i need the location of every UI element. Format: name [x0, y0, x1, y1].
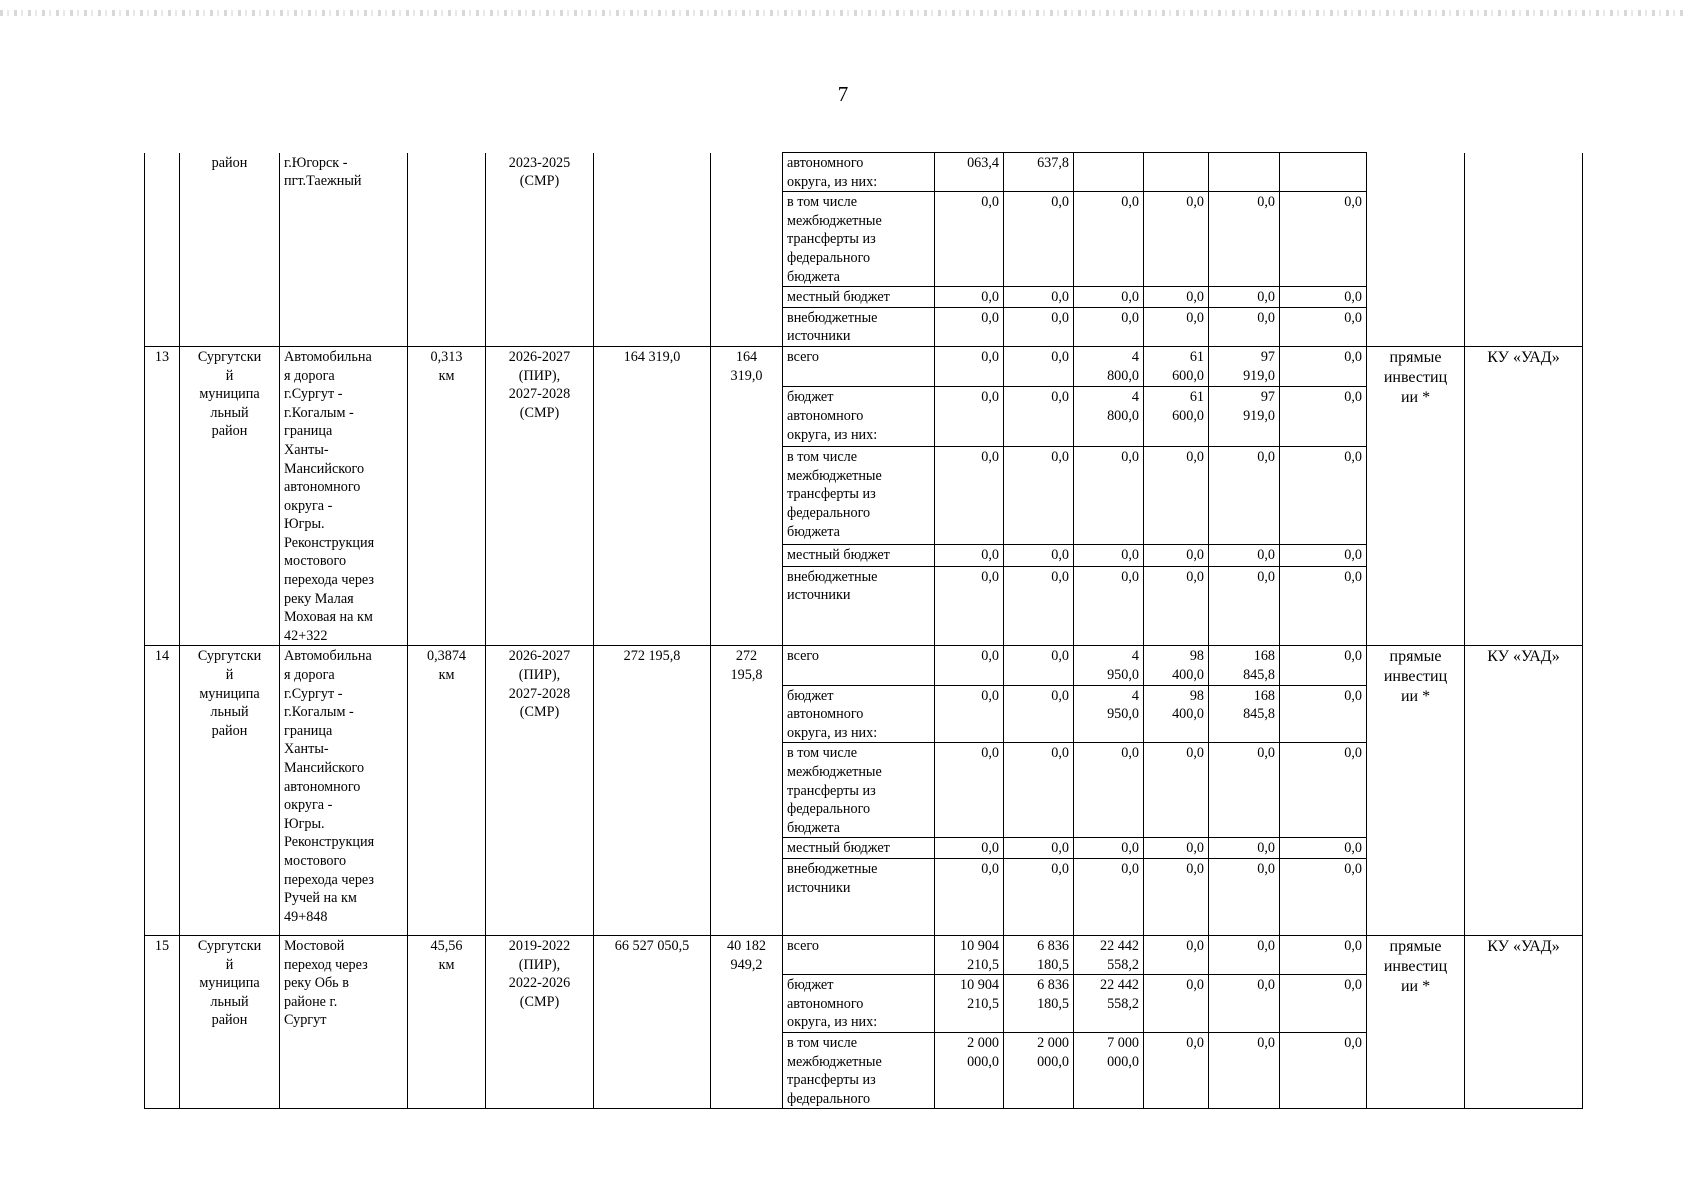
funding-value: 0,0 — [1144, 287, 1209, 308]
funding-value: 0,0 — [1144, 935, 1209, 974]
funding-value: 0,0 — [1209, 858, 1280, 935]
funding-value: 0,0 — [1280, 545, 1367, 566]
period: 2026-2027 (ПИР), 2027-2028 (СМР) — [486, 346, 594, 646]
funding-value: 0,0 — [1074, 192, 1144, 287]
funding-value: 0,0 — [1280, 287, 1367, 308]
funding-value: 0,0 — [1144, 566, 1209, 646]
funding-value: 0,0 — [1209, 975, 1280, 1033]
funding-value: 97 919,0 — [1209, 346, 1280, 387]
funding-value — [1144, 153, 1209, 192]
funding-value: 0,0 — [935, 838, 1004, 859]
funding-value: 0,0 — [1074, 545, 1144, 566]
funding-value: 0,0 — [1144, 838, 1209, 859]
funding-value: 0,0 — [935, 566, 1004, 646]
funding-value: 4 800,0 — [1074, 387, 1144, 447]
funding-value: 168 845,8 — [1209, 646, 1280, 685]
funding-value — [1209, 153, 1280, 192]
customer: КУ «УАД» — [1465, 346, 1583, 646]
funding-value: 0,0 — [1144, 192, 1209, 287]
funding-value: 98 400,0 — [1144, 646, 1209, 685]
funding-value: 10 904 210,5 — [935, 935, 1004, 974]
funding-value: 0,0 — [935, 685, 1004, 743]
mechanism: прямые инвестиц ии * — [1367, 935, 1465, 1108]
funding-value: 0,0 — [935, 387, 1004, 447]
funding-value: 0,0 — [1209, 307, 1280, 346]
funding-value: 0,0 — [1280, 566, 1367, 646]
remaining-cost: 40 182 949,2 — [711, 935, 783, 1108]
row-number — [145, 153, 180, 347]
funding-value: 97 919,0 — [1209, 387, 1280, 447]
period: 2023-2025 (СМР) — [486, 153, 594, 347]
funding-value: 0,0 — [935, 743, 1004, 838]
funding-value: 0,0 — [1004, 858, 1074, 935]
mechanism: прямые инвестиц ии * — [1367, 646, 1465, 936]
funding-value: 0,0 — [1209, 838, 1280, 859]
funding-value: 0,0 — [1209, 1032, 1280, 1108]
funding-value: 0,0 — [1004, 838, 1074, 859]
funding-value: 063,4 — [935, 153, 1004, 192]
funding-value — [1280, 153, 1367, 192]
funding-source: внебюджетные источники — [783, 307, 935, 346]
customer: КУ «УАД» — [1465, 935, 1583, 1108]
funding-value: 0,0 — [935, 646, 1004, 685]
object-name: Автомобильна я дорога г.Сургут - г.Когалым - граница Ханты- Мансийского автономного округа - Югры. Реконструкция мостового перехода через Ручей на км 49+848 — [280, 646, 408, 936]
funding-value: 0,0 — [935, 545, 1004, 566]
funding-value: 637,8 — [1004, 153, 1074, 192]
funding-value: 0,0 — [1280, 858, 1367, 935]
funding-value: 2 000 000,0 — [935, 1032, 1004, 1108]
funding-value: 0,0 — [1144, 858, 1209, 935]
funding-value: 0,0 — [1209, 545, 1280, 566]
capacity — [408, 153, 486, 347]
funding-source: местный бюджет — [783, 545, 935, 566]
page-number: 7 — [837, 82, 849, 106]
funding-value — [1074, 153, 1144, 192]
funding-value: 0,0 — [1280, 743, 1367, 838]
funding-value: 0,0 — [1280, 387, 1367, 447]
funding-source: местный бюджет — [783, 287, 935, 308]
funding-value: 6 836 180,5 — [1004, 935, 1074, 974]
funding-row — [145, 646, 1583, 685]
funding-source: в том числе межбюджетные трансферты из федерального бюджета — [783, 447, 935, 545]
investment-objects-table — [144, 152, 1583, 1109]
funding-value: 0,0 — [935, 307, 1004, 346]
funding-value: 22 442 558,2 — [1074, 935, 1144, 974]
funding-value: 22 442 558,2 — [1074, 975, 1144, 1033]
funding-value: 0,0 — [1144, 975, 1209, 1033]
funding-source: автономного округа, из них: — [783, 153, 935, 192]
funding-value: 0,0 — [1209, 566, 1280, 646]
remaining-cost — [711, 153, 783, 347]
funding-value: 0,0 — [1004, 287, 1074, 308]
funding-value: 0,0 — [1209, 743, 1280, 838]
mechanism: прямые инвестиц ии * — [1367, 346, 1465, 646]
funding-value: 10 904 210,5 — [935, 975, 1004, 1033]
funding-value: 0,0 — [1004, 447, 1074, 545]
funding-source: всего — [783, 646, 935, 685]
funding-value: 0,0 — [1280, 646, 1367, 685]
object-name: Автомобильна я дорога г.Сургут - г.Когалым - граница Ханты- Мансийского автономного округа - Югры. Реконструкция мостового перехода через реку Малая Моховая на км 42+322 — [280, 346, 408, 646]
object-name: г.Югорск - пгт.Таежный — [280, 153, 408, 347]
funding-value: 61 600,0 — [1144, 346, 1209, 387]
funding-value: 0,0 — [1280, 935, 1367, 974]
funding-value: 0,0 — [1280, 307, 1367, 346]
funding-row — [145, 935, 1583, 974]
funding-source: в том числе межбюджетные трансферты из федерального бюджета — [783, 192, 935, 287]
municipality: Сургутски й муниципа льный район — [180, 646, 280, 936]
funding-value: 0,0 — [1004, 545, 1074, 566]
funding-source: внебюджетные источники — [783, 566, 935, 646]
municipality: Сургутски й муниципа льный район — [180, 935, 280, 1108]
funding-value: 0,0 — [1209, 447, 1280, 545]
funding-value: 0,0 — [1074, 743, 1144, 838]
funding-value: 0,0 — [1280, 838, 1367, 859]
funding-source: в том числе межбюджетные трансферты из федерального бюджета — [783, 743, 935, 838]
funding-source: в том числе межбюджетные трансферты из федерального — [783, 1032, 935, 1108]
customer — [1465, 153, 1583, 347]
funding-value: 168 845,8 — [1209, 685, 1280, 743]
funding-value: 98 400,0 — [1144, 685, 1209, 743]
capacity: 0,3874 км — [408, 646, 486, 936]
funding-source: бюджет автономного округа, из них: — [783, 387, 935, 447]
funding-value: 0,0 — [1004, 307, 1074, 346]
funding-value: 0,0 — [1144, 545, 1209, 566]
funding-source: местный бюджет — [783, 838, 935, 859]
funding-value: 0,0 — [1074, 447, 1144, 545]
funding-value: 6 836 180,5 — [1004, 975, 1074, 1033]
municipality: Сургутски й муниципа льный район — [180, 346, 280, 646]
funding-value: 0,0 — [1004, 192, 1074, 287]
funding-value: 0,0 — [1074, 566, 1144, 646]
funding-value: 0,0 — [1144, 743, 1209, 838]
funding-value: 0,0 — [1144, 1032, 1209, 1108]
period: 2019-2022 (ПИР), 2022-2026 (СМР) — [486, 935, 594, 1108]
funding-value: 0,0 — [1004, 566, 1074, 646]
funding-value: 0,0 — [1280, 1032, 1367, 1108]
funding-value: 0,0 — [1004, 685, 1074, 743]
estimated-cost: 66 527 050,5 — [594, 935, 711, 1108]
customer: КУ «УАД» — [1465, 646, 1583, 936]
funding-value: 0,0 — [1280, 447, 1367, 545]
estimated-cost: 272 195,8 — [594, 646, 711, 936]
row-number: 13 — [145, 346, 180, 646]
object-name: Мостовой переход через реку Обь в районе г. Сургут — [280, 935, 408, 1108]
funding-value: 0,0 — [1004, 346, 1074, 387]
funding-value: 4 950,0 — [1074, 685, 1144, 743]
funding-value: 0,0 — [1209, 935, 1280, 974]
remaining-cost: 272 195,8 — [711, 646, 783, 936]
funding-value: 0,0 — [935, 192, 1004, 287]
municipality: район — [180, 153, 280, 347]
funding-source: бюджет автономного округа, из них: — [783, 685, 935, 743]
funding-row — [145, 153, 1583, 192]
funding-value: 0,0 — [1209, 287, 1280, 308]
funding-value: 0,0 — [1280, 685, 1367, 743]
funding-value: 0,0 — [1280, 975, 1367, 1033]
funding-value: 0,0 — [1004, 387, 1074, 447]
funding-value: 0,0 — [1074, 307, 1144, 346]
mechanism — [1367, 153, 1465, 347]
funding-value: 0,0 — [935, 447, 1004, 545]
remaining-cost: 164 319,0 — [711, 346, 783, 646]
funding-value: 0,0 — [1074, 287, 1144, 308]
funding-value: 0,0 — [1280, 346, 1367, 387]
funding-value: 0,0 — [935, 858, 1004, 935]
funding-value: 0,0 — [1074, 838, 1144, 859]
funding-value: 0,0 — [935, 346, 1004, 387]
funding-value: 0,0 — [1144, 307, 1209, 346]
funding-value: 0,0 — [935, 287, 1004, 308]
funding-source: бюджет автономного округа, из них: — [783, 975, 935, 1033]
funding-value: 2 000 000,0 — [1004, 1032, 1074, 1108]
funding-value: 4 950,0 — [1074, 646, 1144, 685]
funding-value: 0,0 — [1209, 192, 1280, 287]
funding-source: внебюджетные источники — [783, 858, 935, 935]
period: 2026-2027 (ПИР), 2027-2028 (СМР) — [486, 646, 594, 936]
capacity: 0,313 км — [408, 346, 486, 646]
funding-value: 0,0 — [1004, 646, 1074, 685]
funding-row — [145, 346, 1583, 387]
row-number: 14 — [145, 646, 180, 936]
row-number: 15 — [145, 935, 180, 1108]
funding-source: всего — [783, 935, 935, 974]
funding-source: всего — [783, 346, 935, 387]
funding-value: 7 000 000,0 — [1074, 1032, 1144, 1108]
funding-value: 0,0 — [1074, 858, 1144, 935]
scan-edge-artifact — [0, 10, 1686, 16]
estimated-cost: 164 319,0 — [594, 346, 711, 646]
funding-value: 0,0 — [1280, 192, 1367, 287]
estimated-cost — [594, 153, 711, 347]
funding-value: 61 600,0 — [1144, 387, 1209, 447]
capacity: 45,56 км — [408, 935, 486, 1108]
funding-value: 0,0 — [1004, 743, 1074, 838]
funding-value: 4 800,0 — [1074, 346, 1144, 387]
funding-value: 0,0 — [1144, 447, 1209, 545]
